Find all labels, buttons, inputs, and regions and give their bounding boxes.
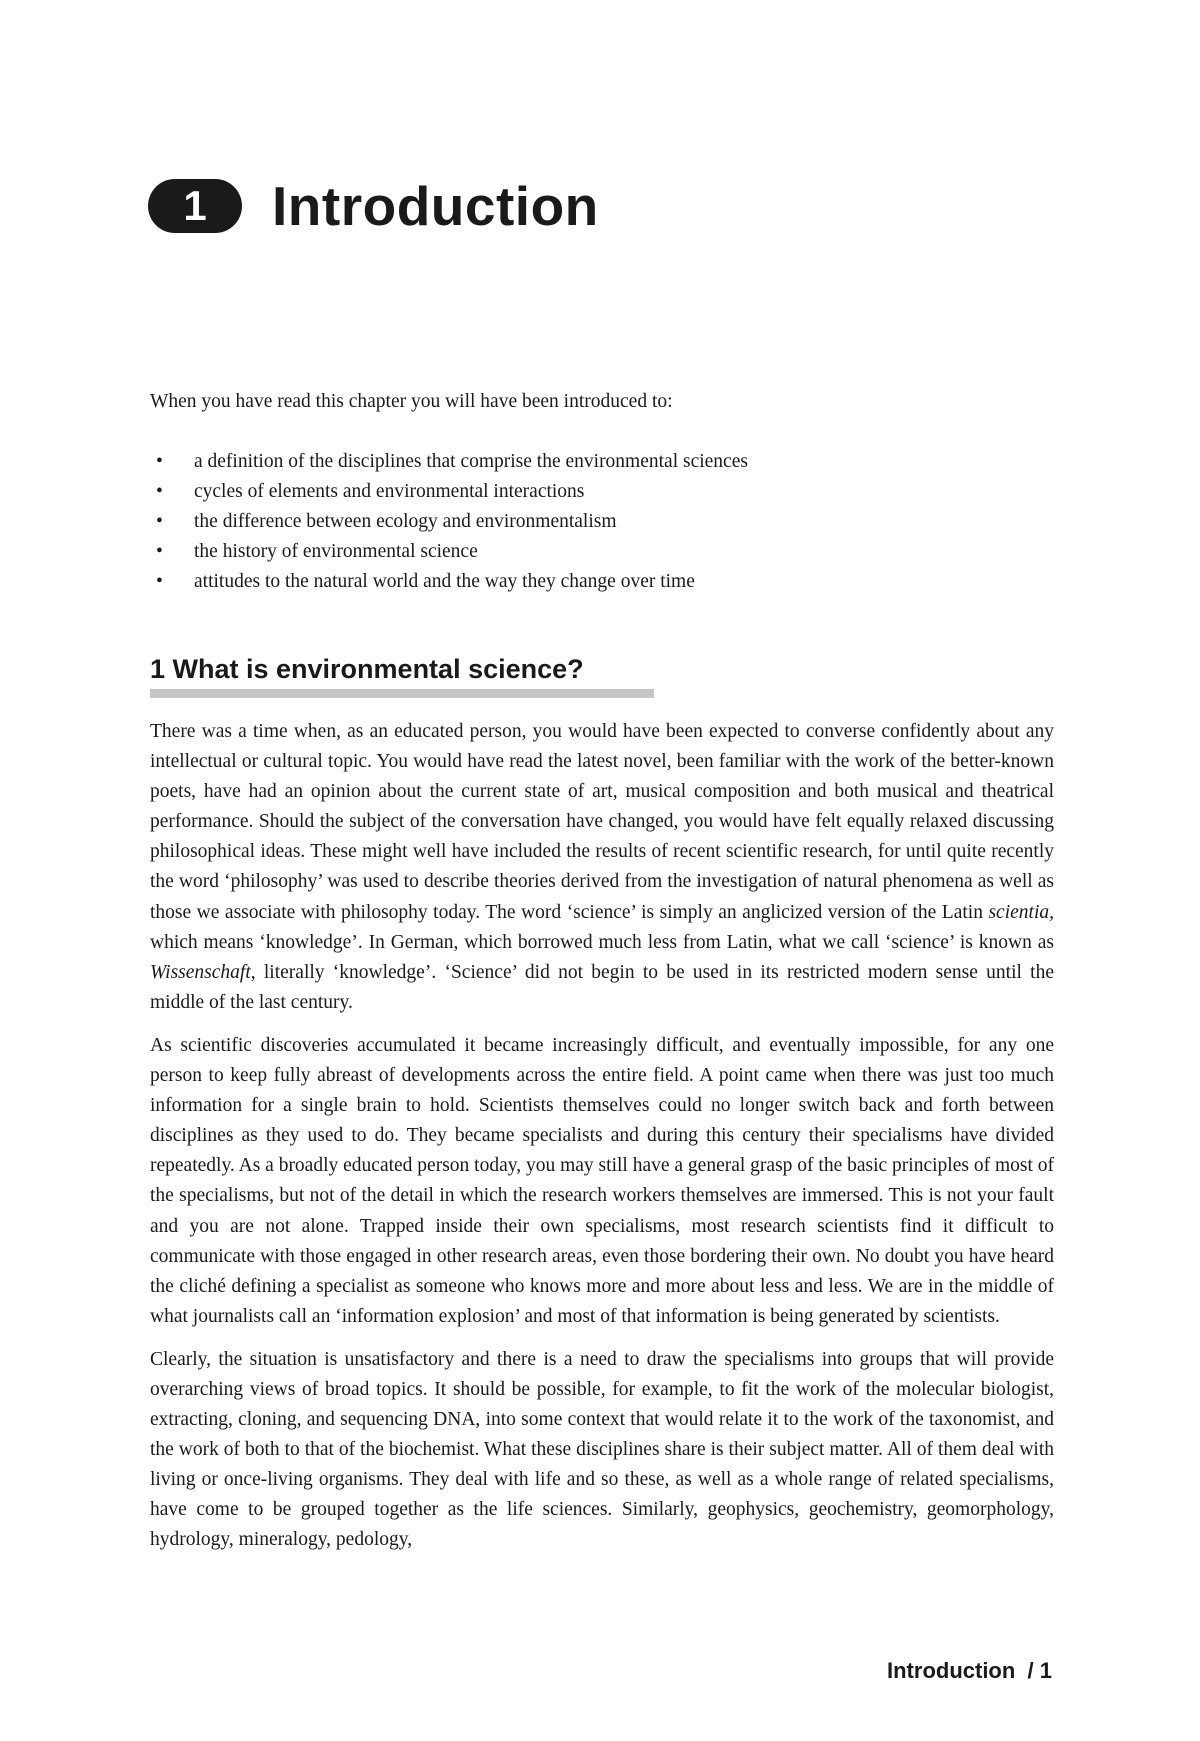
chapter-title: Introduction bbox=[272, 174, 599, 237]
paragraph-text: There was a time when, as an educated person, you would have been expected to converse confidently about any intellectual or cultural topic. You would have read the latest novel, been familiar with the work of the better-known poets, have had an opinion about the current state of art, musical composition and both musical and theatrical performance. Should the subject of the conversation have changed, you would have felt equally relaxed discussing philosophical ideas. These might well have included the results of recent scientific research, for until quite recently the word ‘philosophy’ was used to describe theories derived from the investigation of natural phenomena as well as those we associate with philosophy today. The word ‘science’ is simply an anglicized version of the Latin bbox=[150, 721, 1054, 923]
objectives-lead: When you have read this chapter you will have been introduced to: bbox=[150, 391, 673, 412]
list-item-text: a definition of the disciplines that comprise the environmental sciences bbox=[194, 451, 748, 472]
list-item-text: attitudes to the natural world and the way they change over time bbox=[194, 571, 695, 592]
bullet-icon: • bbox=[156, 541, 163, 562]
chapter-heading bbox=[148, 142, 599, 271]
section-body bbox=[150, 717, 1054, 1569]
bullet-icon: • bbox=[156, 481, 163, 502]
list-item-text: the difference between ecology and environmentalism bbox=[194, 511, 617, 532]
section-heading: 1 What is environmental science? bbox=[150, 654, 584, 684]
list-item-text: the history of environmental science bbox=[194, 541, 478, 562]
list-item bbox=[150, 567, 1050, 597]
list-item bbox=[150, 447, 1050, 477]
bullet-icon: • bbox=[156, 511, 163, 532]
list-item bbox=[150, 507, 1050, 537]
paragraph-text: literally ‘knowledge’. ‘Science’ did not begin to be used in its restricted modern sense until the middle of the last century. bbox=[150, 961, 1054, 1013]
latin-term: scientia, bbox=[988, 901, 1054, 923]
bullet-icon: • bbox=[156, 451, 163, 472]
body-paragraph bbox=[150, 717, 1054, 1018]
chapter-number: 1 bbox=[183, 182, 207, 230]
list-item-text: cycles of elements and environmental interactions bbox=[194, 481, 585, 502]
section-underline-rule bbox=[150, 689, 654, 698]
body-paragraph: As scientific discoveries accumulated it became increasingly difficult, and eventually impossible, for any one person to keep fully abreast of developments across the entire field. A point came when there was just too much information for a single brain to hold. Scientists themselves could no longer switch back and forth between disciplines as they used to do. They became specialists and during this century their specialisms have divided repeatedly. As a broadly educated person today, you may still have a general grasp of the basic principles of most of the specialisms, but not of the detail in which the research workers themselves are immersed. This is not your fault and you are not alone. Trapped inside their own specialisms, most research scientists find it difficult to communicate with those engaged in other research areas, even those bordering their own. No doubt you have heard the cliché defining a specialist as someone who knows more and more about less and less. We are in the middle of what journalists call an ‘information explosion’ and most of that information is being generated by scientists. bbox=[150, 1034, 1054, 1327]
objectives-list bbox=[150, 447, 1050, 597]
chapter-number-badge bbox=[148, 179, 242, 233]
body-paragraph: Clearly, the situation is unsatisfactory and there is a need to draw the specialisms into groups that will provide overarching views of broad topics. It should be possible, for example, to fit the work of the molecular biologist, extracting, cloning, and sequencing DNA, into some context that would relate it to the work of the taxonomist, and the work of both to that of the biochemist. What these disciplines share is their subject matter. All of them deal with living or once-living organisms. They deal with life and so these, as well as a whole range of related specialisms, have come to be grouped together as the life sciences. Similarly, geophysics, geochemistry, geomorphology, hydrology, mineralogy, pedology, bbox=[150, 1348, 1054, 1551]
bullet-icon: • bbox=[156, 571, 163, 592]
list-item bbox=[150, 477, 1050, 507]
list-item bbox=[150, 537, 1050, 567]
german-term: Wissenschaft, bbox=[150, 961, 256, 983]
page-folio: Introduction / 1 bbox=[887, 1658, 1052, 1683]
paragraph-text: which means ‘knowledge’. In German, which borrowed much less from Latin, what we call ‘science’ is known as bbox=[150, 931, 1054, 953]
